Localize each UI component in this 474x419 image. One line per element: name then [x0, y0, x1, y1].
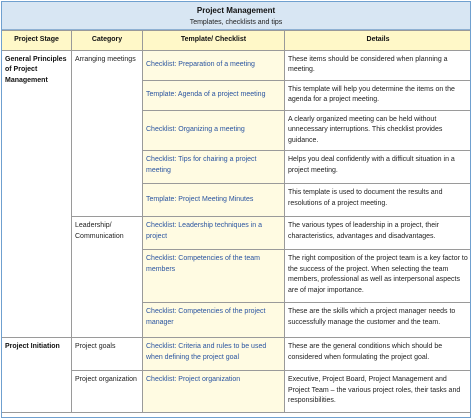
template-cell [143, 151, 285, 184]
column-header-details: Details [285, 31, 472, 51]
table-banner [2, 2, 470, 30]
project-management-panel [1, 1, 471, 418]
template-link[interactable]: Template: Project Meeting Minutes [146, 195, 254, 203]
template-link[interactable]: Checklist: Competencies of the project manager [146, 308, 266, 326]
template-cell [143, 371, 285, 413]
template-link[interactable]: Checklist: Preparation of a meeting [146, 60, 255, 68]
category-cell: Leadership/ Communication [72, 217, 143, 338]
template-link[interactable]: Checklist: Leadership techniques in a project [146, 222, 262, 240]
column-header-stage: Project Stage [2, 31, 72, 51]
column-header-template: Template/ Checklist [143, 31, 285, 51]
category-cell: Project goals [72, 338, 143, 371]
templates-table [1, 30, 471, 413]
details-cell: A clearly organized meeting can be held without unnecessary interruptions. This checklist provides guidance. [285, 110, 472, 151]
details-cell: This template is used to document the results and resolutions of a project meeting. [285, 184, 472, 217]
template-cell [143, 217, 285, 250]
template-cell [143, 250, 285, 303]
details-cell: These items should be considered when planning a meeting. [285, 50, 472, 80]
stage-cell: Project Initiation [2, 338, 72, 413]
page-title: Project Management [196, 6, 276, 15]
template-link[interactable]: Checklist: Project organization [146, 376, 241, 383]
template-link[interactable]: Checklist: Competencies of the team members [146, 255, 260, 273]
details-cell: This template will help you determine the items on the agenda for a project meeting. [285, 80, 472, 110]
template-link[interactable]: Checklist: Tips for chairing a project meeting [146, 156, 257, 174]
details-cell: These are the general conditions which should be considered when formulating the project goal. [285, 338, 472, 371]
table-row [2, 371, 472, 413]
template-cell [143, 50, 285, 80]
column-header-category: Category [72, 31, 143, 51]
details-cell: The right composition of the project team is a key factor to the success of the project. When selecting the team members, professional as well as interpersonal aspects are of major importance. [285, 250, 472, 303]
template-cell [143, 110, 285, 151]
template-link[interactable]: Checklist: Criteria and rules to be used when defining the project goal [146, 343, 267, 361]
table-row [2, 338, 472, 371]
details-cell: These are the skills which a project manager needs to successfully manage the customer and the team. [285, 303, 472, 338]
stage-cell: General Principles of Project Management [2, 50, 72, 338]
details-cell: The various types of leadership in a project, their characteristics, advantages and disadvantages. [285, 217, 472, 250]
template-cell [143, 184, 285, 217]
category-cell: Project organization [72, 371, 143, 413]
page-subtitle: Templates, checklists and tips [189, 19, 283, 26]
template-cell [143, 80, 285, 110]
template-link[interactable]: Template: Agenda of a project meeting [146, 90, 266, 98]
template-cell [143, 303, 285, 338]
details-cell: Helps you deal confidently with a difficult situation in a project meeting. [285, 151, 472, 184]
table-row [2, 50, 472, 80]
details-cell: Executive, Project Board, Project Management and Project Team – the various project roles, their tasks and responsibilities. [285, 371, 472, 413]
template-cell [143, 338, 285, 371]
category-cell: Arranging meetings [72, 50, 143, 217]
header-row [2, 31, 472, 51]
template-link[interactable]: Checklist: Organizing a meeting [146, 126, 245, 133]
table-row [2, 217, 472, 250]
